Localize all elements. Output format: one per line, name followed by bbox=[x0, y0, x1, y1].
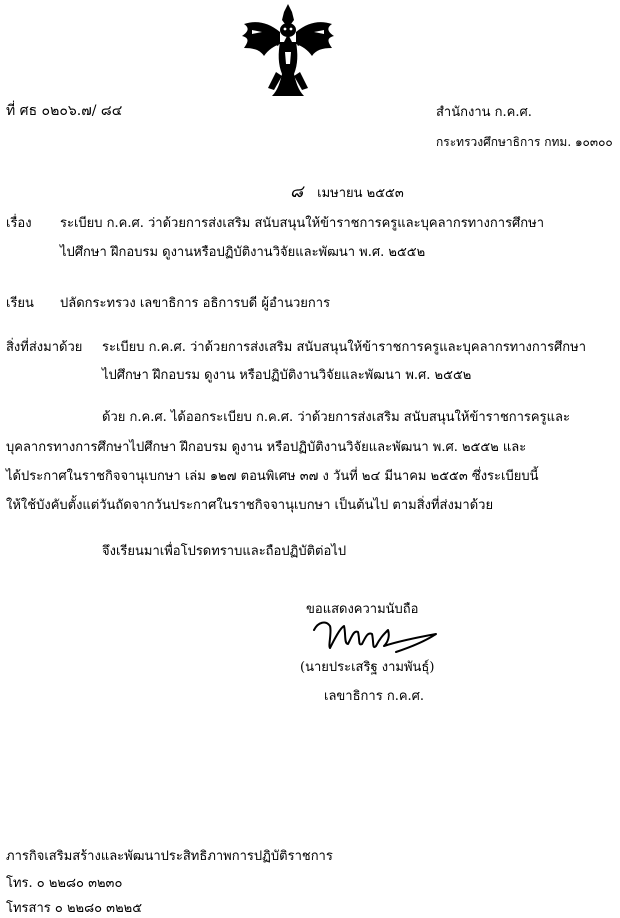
body-line-3: ได้ประกาศในราชกิจจานุเบกษา เล่ม ๑๒๗ ตอนพิเศษ ๓๗ ง วันที่ ๒๔ มีนาคม ๒๕๕๓ ซึ่งระเบียบนี้ bbox=[6, 469, 539, 484]
garuda-emblem bbox=[238, 2, 338, 98]
enclosure-line-2: ไปศึกษา ฝึกอบรม ดูงาน หรือปฏิบัติงานวิจัยและพัฒนา พ.ศ. ๒๕๕๒ bbox=[102, 368, 472, 383]
body-line-4: ให้ใช้บังคับตั้งแต่วันถัดจากวันประกาศในราชกิจจานุเบกษา เป็นต้นไป ตามสิ่งที่ส่งมาด้วย bbox=[6, 498, 494, 513]
enclosure-line-1: ระเบียบ ก.ค.ศ. ว่าด้วยการส่งเสริม สนับสนุนให้ข้าราชการครูและบุคลากรทางการศึกษา bbox=[102, 340, 587, 355]
body-line-1: ด้วย ก.ค.ศ. ได้ออกระเบียบ ก.ค.ศ. ว่าด้วยการส่งเสริม สนับสนุนให้ข้าราชการครูและ bbox=[102, 410, 570, 425]
reference-number: ที่ ศธ ๐๒๐๖.๗/ ๘๔ bbox=[6, 103, 123, 119]
enclosure-label: สิ่งที่ส่งมาด้วย bbox=[6, 340, 83, 355]
closing-line: จึงเรียนมาเพื่อโปรดทราบและถือปฏิบัติต่อไป bbox=[102, 544, 347, 559]
salutation: ขอแสดงความนับถือ bbox=[306, 602, 419, 617]
footer-fax: โทรสาร ๐ ๒๒๘๐ ๓๒๒๕ bbox=[6, 901, 143, 916]
signatory-position: เลขาธิการ ก.ค.ศ. bbox=[324, 689, 425, 704]
letter-date bbox=[290, 178, 404, 205]
date-day: ๘ bbox=[290, 182, 304, 202]
recipient-text: ปลัดกระทรวง เลขาธิการ อธิการบดี ผู้อำนวยการ bbox=[60, 296, 331, 311]
footer-phone: โทร. ๐ ๒๒๘๐ ๓๒๓๐ bbox=[6, 876, 123, 891]
date-month-year: เมษายน ๒๕๕๓ bbox=[317, 186, 404, 201]
office-address: กระทรวงศึกษาธิการ กทม. ๑๐๓๐๐ bbox=[436, 135, 613, 149]
footer-unit: ภารกิจเสริมสร้างและพัฒนาประสิทธิภาพการปฏิบัติราชการ bbox=[6, 849, 333, 864]
body-line-2: บุคลากรทางการศึกษาไปศึกษา ฝึกอบรม ดูงาน หรือปฏิบัติงานวิจัยและพัฒนา พ.ศ. ๒๕๕๒ และ bbox=[6, 440, 527, 455]
signatory-name: (นายประเสริฐ งามพันธุ์) bbox=[300, 660, 435, 675]
recipient-label: เรียน bbox=[6, 296, 34, 311]
subject-line-2: ไปศึกษา ฝึกอบรม ดูงานหรือปฏิบัติงานวิจัยและพัฒนา พ.ศ. ๒๕๕๒ bbox=[60, 245, 426, 260]
office-name: สำนักงาน ก.ค.ศ. bbox=[436, 105, 532, 120]
subject-line-1: ระเบียบ ก.ค.ศ. ว่าด้วยการส่งเสริม สนับสนุนให้ข้าราชการครูและบุคลากรทางการศึกษา bbox=[60, 216, 545, 231]
subject-label: เรื่อง bbox=[6, 216, 32, 231]
handwritten-signature bbox=[304, 612, 444, 660]
